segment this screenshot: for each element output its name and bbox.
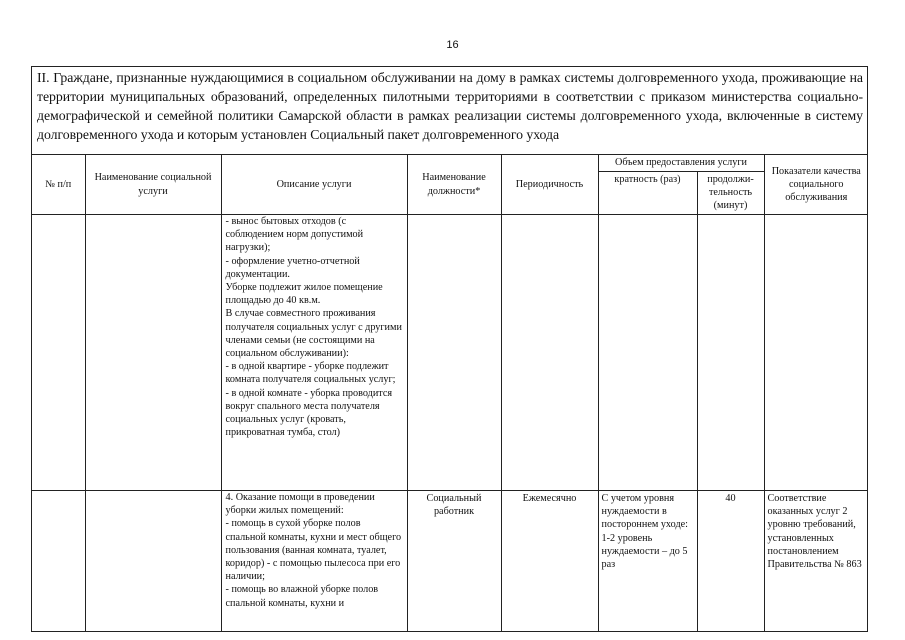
cell-periodicity [501,215,598,491]
cell-duration: 40 [697,491,764,632]
header-num: № п/п [32,155,85,215]
table-row [32,215,868,491]
cell-service-name [85,215,221,491]
cell-multiplicity [598,215,697,491]
header-service-name: Наименование социальной услуги [85,155,221,215]
header-position: Наименование должности* [407,155,501,215]
cell-description: - вынос бытовых отходов (с соблюдением норм допустимой нагрузки); - оформление учетно-отчетной документации. Уборке подлежит жилое помещение площадью до 40 кв.м. В случае совместного проживания получателя социальных услуг с другими членами семьи (не состоящими на социальном обслуживании): - в одной квартире - уборке подлежит комната получателя социальных услуг; - в одной комнате - уборка проводится вокруг спального места получателя социальных услуг (кровать, прикроватная тумба, стол) [221,215,407,491]
header-description: Описание услуги [221,155,407,215]
cell-description: 4. Оказание помощи в проведении уборки жилых помещений: - помощь в сухой уборке полов спальной комнаты, кухни и мест общего пользования (ванная комната, туалет, коридор) - с помощью пылесоса при его наличии; - помощь во влажной уборке полов спальной комнаты, кухни и [221,491,407,632]
cell-num [32,215,85,491]
table-row [32,491,868,632]
cell-multiplicity: С учетом уровня нуждаемости в постороннем уходе: 1-2 уровень нуждаемости – до 5 раз [598,491,697,632]
header-periodicity: Периодичность [501,155,598,215]
cell-duration [697,215,764,491]
cell-position [407,215,501,491]
table-header-row [32,155,868,172]
cell-position: Социальный работник [407,491,501,632]
header-volume: Объем предоставления услуги [598,155,764,172]
cell-num [32,491,85,632]
document-table-block [31,66,868,632]
cell-quality [764,215,868,491]
header-multiplicity: кратность (раз) [598,172,697,215]
header-duration: продолжи-тельность (минут) [697,172,764,215]
cell-periodicity: Ежемесячно [501,491,598,632]
header-quality: Показатели качества социального обслуживания [764,155,868,215]
cell-quality: Соответствие оказанных услуг 2 уровню требований, установленных постановлением Правительства № 863 [764,491,868,632]
page-number: 16 [446,39,459,51]
services-table [32,155,868,631]
section-title: II. Граждане, признанные нуждающимися в социальном обслуживании на дому в рамках системы долговременного ухода, проживающие на территории муниципальных образований, определенных пилотными территориями в соответствии с приказом министерства социально-демографической и семейной политики Самарской области в рамках реализации системы долговременного ухода, включенные в систему долговременного ухода и которым установлен Социальный пакет долговременного ухода [32,67,867,155]
cell-service-name [85,491,221,632]
